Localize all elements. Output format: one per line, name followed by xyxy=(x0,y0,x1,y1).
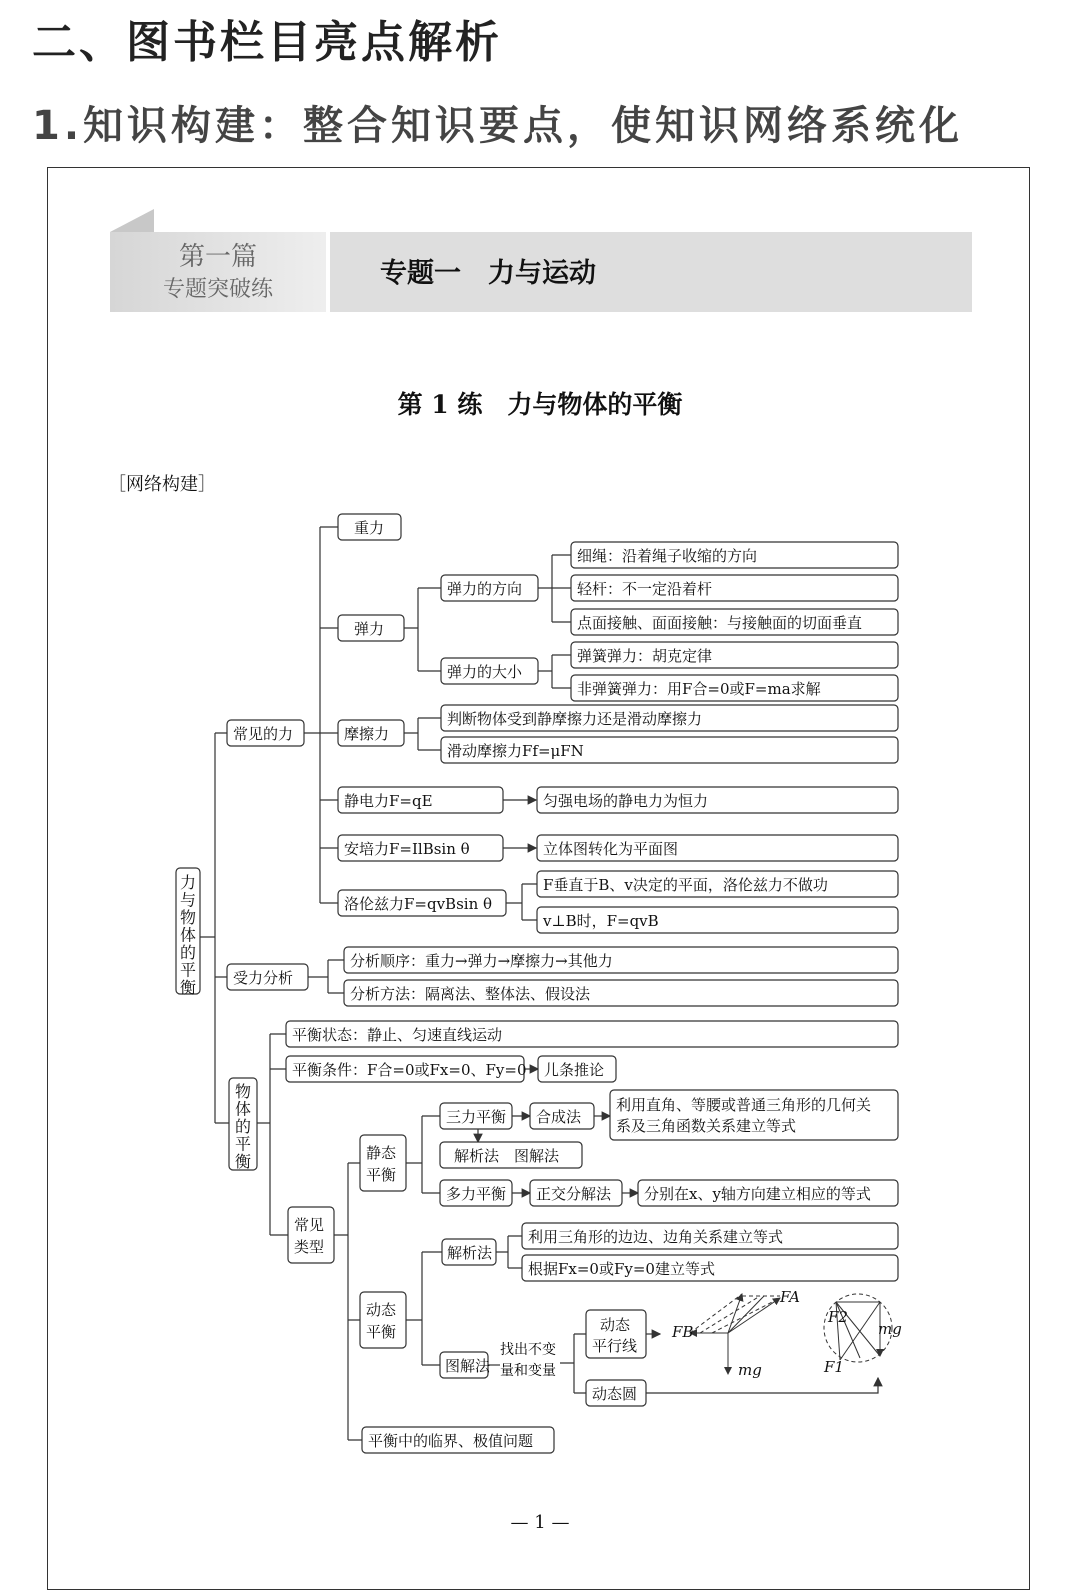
node-orthogonal-note xyxy=(638,1180,898,1206)
node-equilibrium-label: 物体的平衡 xyxy=(235,1082,252,1171)
node-graphic xyxy=(440,1352,491,1378)
node-static xyxy=(360,1135,406,1191)
node-gravity xyxy=(338,514,401,540)
svg-text:平衡: 平衡 xyxy=(366,1323,397,1341)
node-rope xyxy=(571,542,898,568)
node-dyn-parallelogram xyxy=(586,1310,646,1358)
svg-text:点面接触、面面接触：与接触面的切面垂直: 点面接触、面面接触：与接触面的切面垂直 xyxy=(577,614,863,632)
svg-text:v⊥B时，F=qvB: v⊥B时，F=qvB xyxy=(543,912,659,930)
svg-text:静电力F=qE: 静电力F=qE xyxy=(344,792,433,810)
banner-part-subtitle: 专题突破练 xyxy=(162,277,273,302)
svg-text:类型: 类型 xyxy=(294,1238,325,1256)
node-analytic-note-1 xyxy=(522,1223,898,1249)
svg-text:三力平衡: 三力平衡 xyxy=(446,1108,507,1126)
svg-text:合成法: 合成法 xyxy=(536,1108,582,1126)
svg-text:动态圆: 动态圆 xyxy=(592,1385,638,1403)
diagram-label-mg-1: mg xyxy=(738,1361,762,1379)
node-orthogonal xyxy=(530,1180,622,1206)
svg-text:常见的力: 常见的力 xyxy=(233,725,294,743)
find-invariant-label-1: 找出不变 xyxy=(500,1342,556,1358)
diagram-label-f1: F1 xyxy=(824,1358,844,1376)
svg-text:弹力: 弹力 xyxy=(354,620,385,638)
node-ampere xyxy=(338,835,503,861)
node-eq-state xyxy=(286,1021,898,1047)
svg-text:重力: 重力 xyxy=(354,519,385,537)
node-analysis-method xyxy=(344,980,898,1006)
node-electrostatic xyxy=(338,787,503,813)
svg-text:分别在x、y轴方向建立相应的等式: 分别在x、y轴方向建立相应的等式 xyxy=(644,1185,871,1203)
svg-text:滑动摩擦力Ff=μFN: 滑动摩擦力Ff=μFN xyxy=(447,742,584,760)
svg-text:受力分析: 受力分析 xyxy=(233,969,294,987)
svg-text:安培力F=IlBsin θ: 安培力F=IlBsin θ xyxy=(344,840,470,858)
node-dyn-circle xyxy=(586,1380,646,1406)
svg-text:静态: 静态 xyxy=(366,1144,397,1162)
section-subheading: 1.知识构建：整合知识要点，使知识网络系统化 xyxy=(32,103,964,149)
svg-text:正交分解法: 正交分解法 xyxy=(536,1185,612,1203)
svg-text:平衡: 平衡 xyxy=(366,1166,397,1184)
node-sliding-friction xyxy=(441,737,898,763)
banner-topic-title: 专题一 力与运动 xyxy=(380,258,596,289)
node-multi-force xyxy=(440,1180,512,1206)
node-lorentz xyxy=(338,890,506,916)
node-dynamic xyxy=(360,1292,406,1348)
node-spring xyxy=(571,642,898,668)
diagram-label-fa: FA xyxy=(780,1288,800,1306)
lesson-title: 第 1 练 力与物体的平衡 xyxy=(397,390,683,419)
node-eq-condition xyxy=(286,1056,527,1082)
diagram-label-f2: F2 xyxy=(828,1308,848,1326)
svg-text:多力平衡: 多力平衡 xyxy=(446,1185,507,1203)
node-analytic xyxy=(442,1239,496,1265)
svg-text:F垂直于B、v决定的平面，洛伦兹力不做功: F垂直于B、v决定的平面，洛伦兹力不做功 xyxy=(543,876,828,894)
find-invariant-label-2: 量和变量 xyxy=(500,1363,556,1379)
node-contact xyxy=(571,609,898,635)
network-section-label: ［网络构建］ xyxy=(108,474,216,495)
svg-text:平衡中的临界、极值问题: 平衡中的临界、极值问题 xyxy=(368,1432,534,1450)
svg-text:系及三角函数关系建立等式: 系及三角函数关系建立等式 xyxy=(616,1117,797,1135)
node-non-spring xyxy=(571,675,898,701)
svg-text:弹力的方向: 弹力的方向 xyxy=(447,580,523,598)
node-friction-judge xyxy=(441,705,898,731)
node-elastic-direction xyxy=(441,575,538,601)
force-parallelogram-diagram xyxy=(671,1288,800,1379)
svg-text:平衡条件：F合=0或Fx=0、Fy=0: 平衡条件：F合=0或Fx=0、Fy=0 xyxy=(292,1061,527,1079)
svg-text:弹簧弹力：胡克定律: 弹簧弹力：胡克定律 xyxy=(577,647,713,665)
diagram-label-mg-2: mg xyxy=(878,1320,902,1338)
svg-text:儿条推论: 儿条推论 xyxy=(544,1061,605,1079)
section-heading: 二、图书栏目亮点解析 xyxy=(32,17,502,68)
node-synthesis xyxy=(530,1103,594,1129)
svg-text:非弹簧弹力：用F合=0或F=ma求解: 非弹簧弹力：用F合=0或F=ma求解 xyxy=(577,680,821,698)
node-lorentz-note-2 xyxy=(537,907,898,933)
node-synthesis-note xyxy=(610,1090,898,1140)
svg-text:图解法: 图解法 xyxy=(445,1357,491,1375)
svg-text:平衡状态：静止、匀速直线运动: 平衡状态：静止、匀速直线运动 xyxy=(292,1026,503,1044)
svg-text:分析顺序：重力→弹力→摩擦力→其他力: 分析顺序：重力→弹力→摩擦力→其他力 xyxy=(350,952,613,970)
node-critical xyxy=(362,1427,554,1453)
svg-text:利用三角形的边边、边角关系建立等式: 利用三角形的边边、边角关系建立等式 xyxy=(528,1228,784,1246)
svg-text:平行线: 平行线 xyxy=(592,1337,638,1355)
svg-text:细绳：沿着绳子收缩的方向: 细绳：沿着绳子收缩的方向 xyxy=(577,547,758,565)
node-analytic-graphic xyxy=(440,1142,582,1168)
svg-text:匀强电场的静电力为恒力: 匀强电场的静电力为恒力 xyxy=(543,792,709,810)
node-elastic xyxy=(338,615,404,641)
node-electrostatic-note xyxy=(537,787,898,813)
svg-text:动态: 动态 xyxy=(366,1301,397,1319)
node-rod xyxy=(571,575,898,601)
page-number: — 1 — xyxy=(510,1512,570,1533)
node-common-types xyxy=(288,1207,334,1263)
node-analytic-note-2 xyxy=(522,1255,898,1281)
node-friction xyxy=(338,720,404,746)
force-circle-diagram xyxy=(823,1294,902,1376)
svg-text:利用直角、等腰或普通三角形的几何关: 利用直角、等腰或普通三角形的几何关 xyxy=(616,1096,872,1114)
node-elastic-magnitude xyxy=(441,658,538,684)
node-common-forces xyxy=(227,720,304,746)
node-force-analysis xyxy=(227,964,308,990)
diagram-label-fb: FB xyxy=(672,1323,694,1341)
node-analysis-order xyxy=(344,947,898,973)
svg-text:立体图转化为平面图: 立体图转化为平面图 xyxy=(543,840,679,858)
svg-text:摩擦力: 摩擦力 xyxy=(344,725,390,743)
svg-text:根据Fx=0或Fy=0建立等式: 根据Fx=0或Fy=0建立等式 xyxy=(528,1260,715,1278)
svg-text:解析法 图解法: 解析法 图解法 xyxy=(454,1147,560,1165)
node-lorentz-note-1 xyxy=(537,871,898,897)
svg-text:洛伦兹力F=qvBsin θ: 洛伦兹力F=qvBsin θ xyxy=(344,895,493,913)
svg-text:弹力的大小: 弹力的大小 xyxy=(447,663,523,681)
node-eq-inferences xyxy=(538,1056,616,1082)
svg-text:轻杆：不一定沿着杆: 轻杆：不一定沿着杆 xyxy=(577,580,713,598)
node-root-label: 力与物体的平衡 xyxy=(180,873,197,997)
svg-text:解析法: 解析法 xyxy=(447,1244,493,1262)
svg-text:常见: 常见 xyxy=(294,1216,325,1234)
svg-text:动态: 动态 xyxy=(600,1316,631,1334)
node-three-force xyxy=(440,1103,512,1129)
svg-text:分析方法：隔离法、整体法、假设法: 分析方法：隔离法、整体法、假设法 xyxy=(350,985,591,1003)
svg-text:判断物体受到静摩擦力还是滑动摩擦力: 判断物体受到静摩擦力还是滑动摩擦力 xyxy=(447,710,703,728)
node-ampere-note xyxy=(537,835,898,861)
banner-part-title: 第一篇 xyxy=(178,242,257,272)
